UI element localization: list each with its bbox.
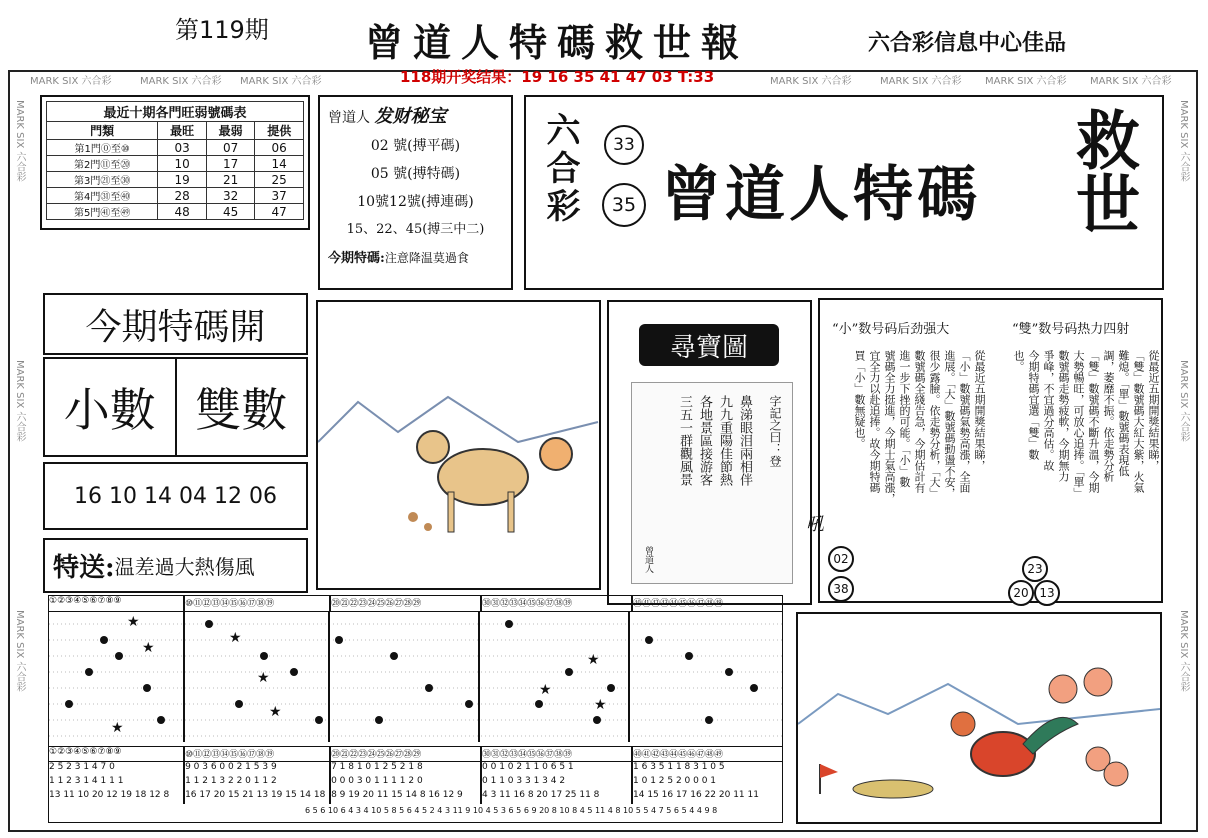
tips-box <box>318 95 513 290</box>
article-column: 今期特碼宜選「雙」數 <box>1027 350 1040 460</box>
table-cell: 第5門㊶至㊾ <box>47 204 158 220</box>
watermark-left-3: MARK SIX 六合彩 <box>14 610 25 692</box>
tips-line: 15、22、45(搏三中二) <box>346 222 485 237</box>
grid-header-group: ⑳㉑㉒㉓㉔㉕㉖㉗㉘㉙ <box>331 747 482 761</box>
send-label: 特送: <box>53 553 115 583</box>
grid-count-row: 9 0 3 6 0 0 2 1 5 3 9 <box>185 762 331 776</box>
treasure-line: 九九重陽佳節熱 <box>717 395 732 486</box>
watermark-left-1: MARK SIX 六合彩 <box>14 100 25 182</box>
treasure-header: 字記之曰：登 <box>768 395 782 467</box>
banner-big-text: 救世 <box>1065 107 1140 235</box>
watermark-top-2: MARK SIX 六合彩 <box>140 76 222 87</box>
grid-count-row: 13 11 10 20 12 19 18 12 8 <box>49 790 185 804</box>
table-row <box>47 188 304 204</box>
table-cell: 47 <box>255 204 304 220</box>
grid-count-row: 14 15 16 17 16 22 20 11 11 <box>633 790 759 800</box>
picks-numbers: 16 10 14 04 12 06 <box>74 483 277 509</box>
article-column: 「小」數號碼氣勢高漲，全面 <box>958 350 971 493</box>
grid-count-row: 0 0 0 3 0 1 1 1 1 2 0 <box>331 776 482 790</box>
treasure-line: 鼻涕眼泪兩相伴 <box>737 395 752 486</box>
svg-text:★: ★ <box>257 670 270 686</box>
treasure-line: 三五一群觀風景 <box>677 395 692 486</box>
table-cell: 10 <box>158 156 207 172</box>
table-cell: 45 <box>206 204 255 220</box>
hot-cold-table-box <box>40 95 310 230</box>
table-row <box>47 204 304 220</box>
banner-side-text: 六合彩 <box>540 112 580 226</box>
banner-ball: 35 <box>602 183 646 227</box>
table-row <box>47 156 304 172</box>
open-title-box <box>43 293 308 355</box>
article-left-title: “小”数号码后劲强大 <box>832 322 950 337</box>
grid-header <box>49 596 782 612</box>
grid-count-row: 2 5 2 3 1 4 7 0 <box>49 762 185 776</box>
article-column: 數號碼走勢疲軟，今期無力 <box>1057 350 1070 482</box>
send-box <box>43 538 308 593</box>
grid-count-row: 1 1 2 1 3 2 2 0 1 1 2 <box>185 776 331 790</box>
issue-number: 第119期 <box>175 16 269 44</box>
grid-count-row: 4 3 11 16 8 20 17 25 11 8 <box>482 790 633 804</box>
table-cell: 19 <box>158 172 207 188</box>
svg-text:★: ★ <box>127 614 140 630</box>
article-ball: 38 <box>828 576 854 602</box>
table-cell: 37 <box>255 188 304 204</box>
size-parity-box <box>43 357 308 457</box>
treasure-line: 各地景區接游客 <box>697 395 712 486</box>
watermark-right-2: MARK SIX 六合彩 <box>1178 360 1189 442</box>
tips-author: 曾道人 <box>328 110 370 126</box>
table-cell: 17 <box>206 156 255 172</box>
table-cell: 21 <box>206 172 255 188</box>
watermark-left-2: MARK SIX 六合彩 <box>14 360 25 442</box>
grid-count-row: 8 9 19 20 11 15 14 8 16 12 9 <box>331 790 482 804</box>
article-column: 「雙」數號碼不斷升溫，今期 <box>1087 350 1100 493</box>
banner-ball: 33 <box>604 125 644 165</box>
table-cell: 25 <box>255 172 304 188</box>
watermark-top-7: MARK SIX 六合彩 <box>1090 76 1172 87</box>
table-row <box>47 172 304 188</box>
grid-control-header <box>49 746 782 804</box>
watermark-top-1: MARK SIX 六合彩 <box>30 76 112 87</box>
table-cell: 32 <box>206 188 255 204</box>
grid-header-group: ①②③④⑤⑥⑦⑧⑨ <box>49 596 185 611</box>
article-ball: 02 <box>828 546 854 572</box>
picks-box <box>43 462 308 530</box>
watermark-top-3: MARK SIX 六合彩 <box>240 76 322 87</box>
goat-illustration <box>316 300 601 590</box>
article-ball: 23 <box>1022 556 1048 582</box>
even-number-label: 雙數 <box>195 383 288 437</box>
title-banner <box>524 95 1164 290</box>
article-column: 「雙」數號碼大紅大紫，火氣 <box>1132 350 1145 493</box>
table-cell: 14 <box>255 156 304 172</box>
article-column: 買「小」數無疑也。 <box>853 350 866 449</box>
grid-count-row: 16 17 20 15 21 13 19 15 14 18 <box>185 790 331 804</box>
table-header: 提供 <box>255 122 304 140</box>
grid-count-row: 1 1 2 3 1 4 1 1 1 <box>49 776 185 790</box>
grid-header-group: ⑩⑪⑫⑬⑭⑮⑯⑰⑱⑲ <box>185 747 331 761</box>
analysis-article <box>806 298 1163 603</box>
article-column: 進一步下挫的可能。「小」數 <box>898 350 911 488</box>
treasure-sign: 曾道人 <box>643 546 653 573</box>
treasure-title: 尋寶圖 <box>639 324 779 366</box>
table-cell: 28 <box>158 188 207 204</box>
svg-text:★: ★ <box>269 704 282 720</box>
watermark-right-3: MARK SIX 六合彩 <box>1178 610 1189 692</box>
grid-header-group: ①②③④⑤⑥⑦⑧⑨ <box>49 747 185 761</box>
tips-special-text: 注意降温莫過食 <box>384 251 469 265</box>
grid-header-group: ⑩⑪⑫⑬⑭⑮⑯⑰⑱⑲ <box>185 596 331 611</box>
svg-text:★: ★ <box>229 630 242 646</box>
grid-header-group: ㊵㊶㊷㊸㊹㊺㊻㊼㊽㊾ <box>633 750 724 760</box>
grid-header-group: ㊵㊶㊷㊸㊹㊺㊻㊼㊽㊾ <box>633 599 724 609</box>
watermark-top-6: MARK SIX 六合彩 <box>985 76 1067 87</box>
article-column: 難熄。「單」數號碼表現低 <box>1117 350 1130 477</box>
article-column: 調，萎靡不振。依走勢分析 <box>1102 350 1115 482</box>
article-column: 從最近五期開獎結果睇， <box>1147 350 1160 471</box>
tips-line: 05 號(搏特碼) <box>370 166 461 182</box>
article-column: 大勢暢旺，可放心追捧。「單」 <box>1072 350 1085 499</box>
svg-text:★: ★ <box>111 720 124 736</box>
treasure-map <box>607 300 812 605</box>
masthead-title: 曾道人特碼救世報 <box>365 20 750 65</box>
grid-dots <box>49 612 782 742</box>
article-column: 從最近五期開獎結果睇， <box>973 350 986 471</box>
tips-handwritten: 发财秘宝 <box>374 106 447 127</box>
small-number-label: 小數 <box>45 359 177 455</box>
svg-text:★: ★ <box>539 682 552 698</box>
send-text: 温差過大熱傷風 <box>114 555 255 579</box>
grid-count-row: 1 0 1 2 5 2 0 0 0 1 <box>633 776 717 786</box>
article-column: 也。 <box>1012 350 1025 372</box>
article-column: 號碼全力挺進，今期士氣高漲， <box>883 350 896 504</box>
tips-special-label: 今期特碼: <box>328 251 385 266</box>
watermark-top-5: MARK SIX 六合彩 <box>880 76 962 87</box>
grid-footer: 6 5 6 10 6 4 3 4 10 5 8 5 6 4 5 2 4 3 11 9 10 4 5 3 6 5 6 9 20 8 10 8 4 5 11 4 8 10 5 5 4 7 5 6 5 4 4 9 8 <box>305 806 718 815</box>
svg-text:★: ★ <box>587 652 600 668</box>
table-cell: 第2門⑪至⑳ <box>47 156 158 172</box>
article-handwritten-mark: 吼 <box>806 514 824 535</box>
svg-text:★: ★ <box>142 640 155 656</box>
number-trend-grid <box>48 595 783 823</box>
article-column: 數號碼全綫告急，今期估計有 <box>913 350 926 493</box>
article-right-title: “雙”数号码热力四射 <box>1012 322 1130 337</box>
rooster-illustration <box>796 612 1162 824</box>
banner-title: 曾道人特碼 <box>661 160 981 230</box>
article-column: 爭峰，不宜過分高估。故 <box>1042 350 1055 471</box>
table-row <box>47 140 304 156</box>
article-ball: 13 <box>1034 580 1060 606</box>
table-cell: 第4門㉛至㊵ <box>47 188 158 204</box>
table-cell: 48 <box>158 204 207 220</box>
grid-header-group: ㉚㉛㉜㉝㉞㉟㊱㊲㊳㊴ <box>482 596 633 611</box>
table-header: 最弱 <box>206 122 255 140</box>
table-cell: 07 <box>206 140 255 156</box>
article-right-body <box>998 350 1160 550</box>
table-cell: 第1門⓪至⑩ <box>47 140 158 156</box>
grid-header-group: ㉚㉛㉜㉝㉞㉟㊱㊲㊳㊴ <box>482 747 633 761</box>
hot-cold-table <box>46 101 304 220</box>
tips-line: 02 號(搏平碼) <box>370 138 461 154</box>
svg-text:★: ★ <box>594 697 607 713</box>
grid-count-row: 0 0 1 0 2 1 1 0 6 5 1 <box>482 762 633 776</box>
open-title: 今期特碼開 <box>85 306 266 348</box>
article-column: 宜全力以赴追捧。故今期特碼 <box>868 350 881 493</box>
treasure-scroll <box>631 382 793 584</box>
grid-header-group: ⑳㉑㉒㉓㉔㉕㉖㉗㉘㉙ <box>331 596 482 611</box>
table-cell: 第3門㉑至㉚ <box>47 172 158 188</box>
article-column: 進展。「大」數號碼動盪不安， <box>943 350 956 499</box>
masthead-subtitle: 六合彩信息中心佳品 <box>868 31 1067 56</box>
grid-count-row: 7 1 8 1 0 1 2 5 2 1 8 <box>331 762 482 776</box>
watermark-top-4: MARK SIX 六合彩 <box>770 76 852 87</box>
table-title: 最近十期各門旺弱號碼表 <box>47 102 304 122</box>
article-ball: 20 <box>1008 580 1034 606</box>
grid-count-row: 1 6 3 5 1 1 8 3 1 0 5 <box>633 762 725 772</box>
grid-count-row: 0 1 1 0 3 3 1 3 4 2 <box>482 776 633 790</box>
rooster-drawing <box>798 614 1160 822</box>
tips-line: 10號12號(搏連碼) <box>357 194 474 210</box>
goat-drawing <box>318 302 599 588</box>
table-header: 門類 <box>47 122 158 140</box>
table-cell: 03 <box>158 140 207 156</box>
article-left-body <box>826 350 986 550</box>
table-header: 最旺 <box>158 122 207 140</box>
table-cell: 06 <box>255 140 304 156</box>
last-result: 118期开奖结果：19 16 35 41 47 03 T:33 <box>400 68 715 86</box>
article-column: 很少露臉。依走勢分析，「大」 <box>928 350 941 499</box>
watermark-right-1: MARK SIX 六合彩 <box>1178 100 1189 182</box>
